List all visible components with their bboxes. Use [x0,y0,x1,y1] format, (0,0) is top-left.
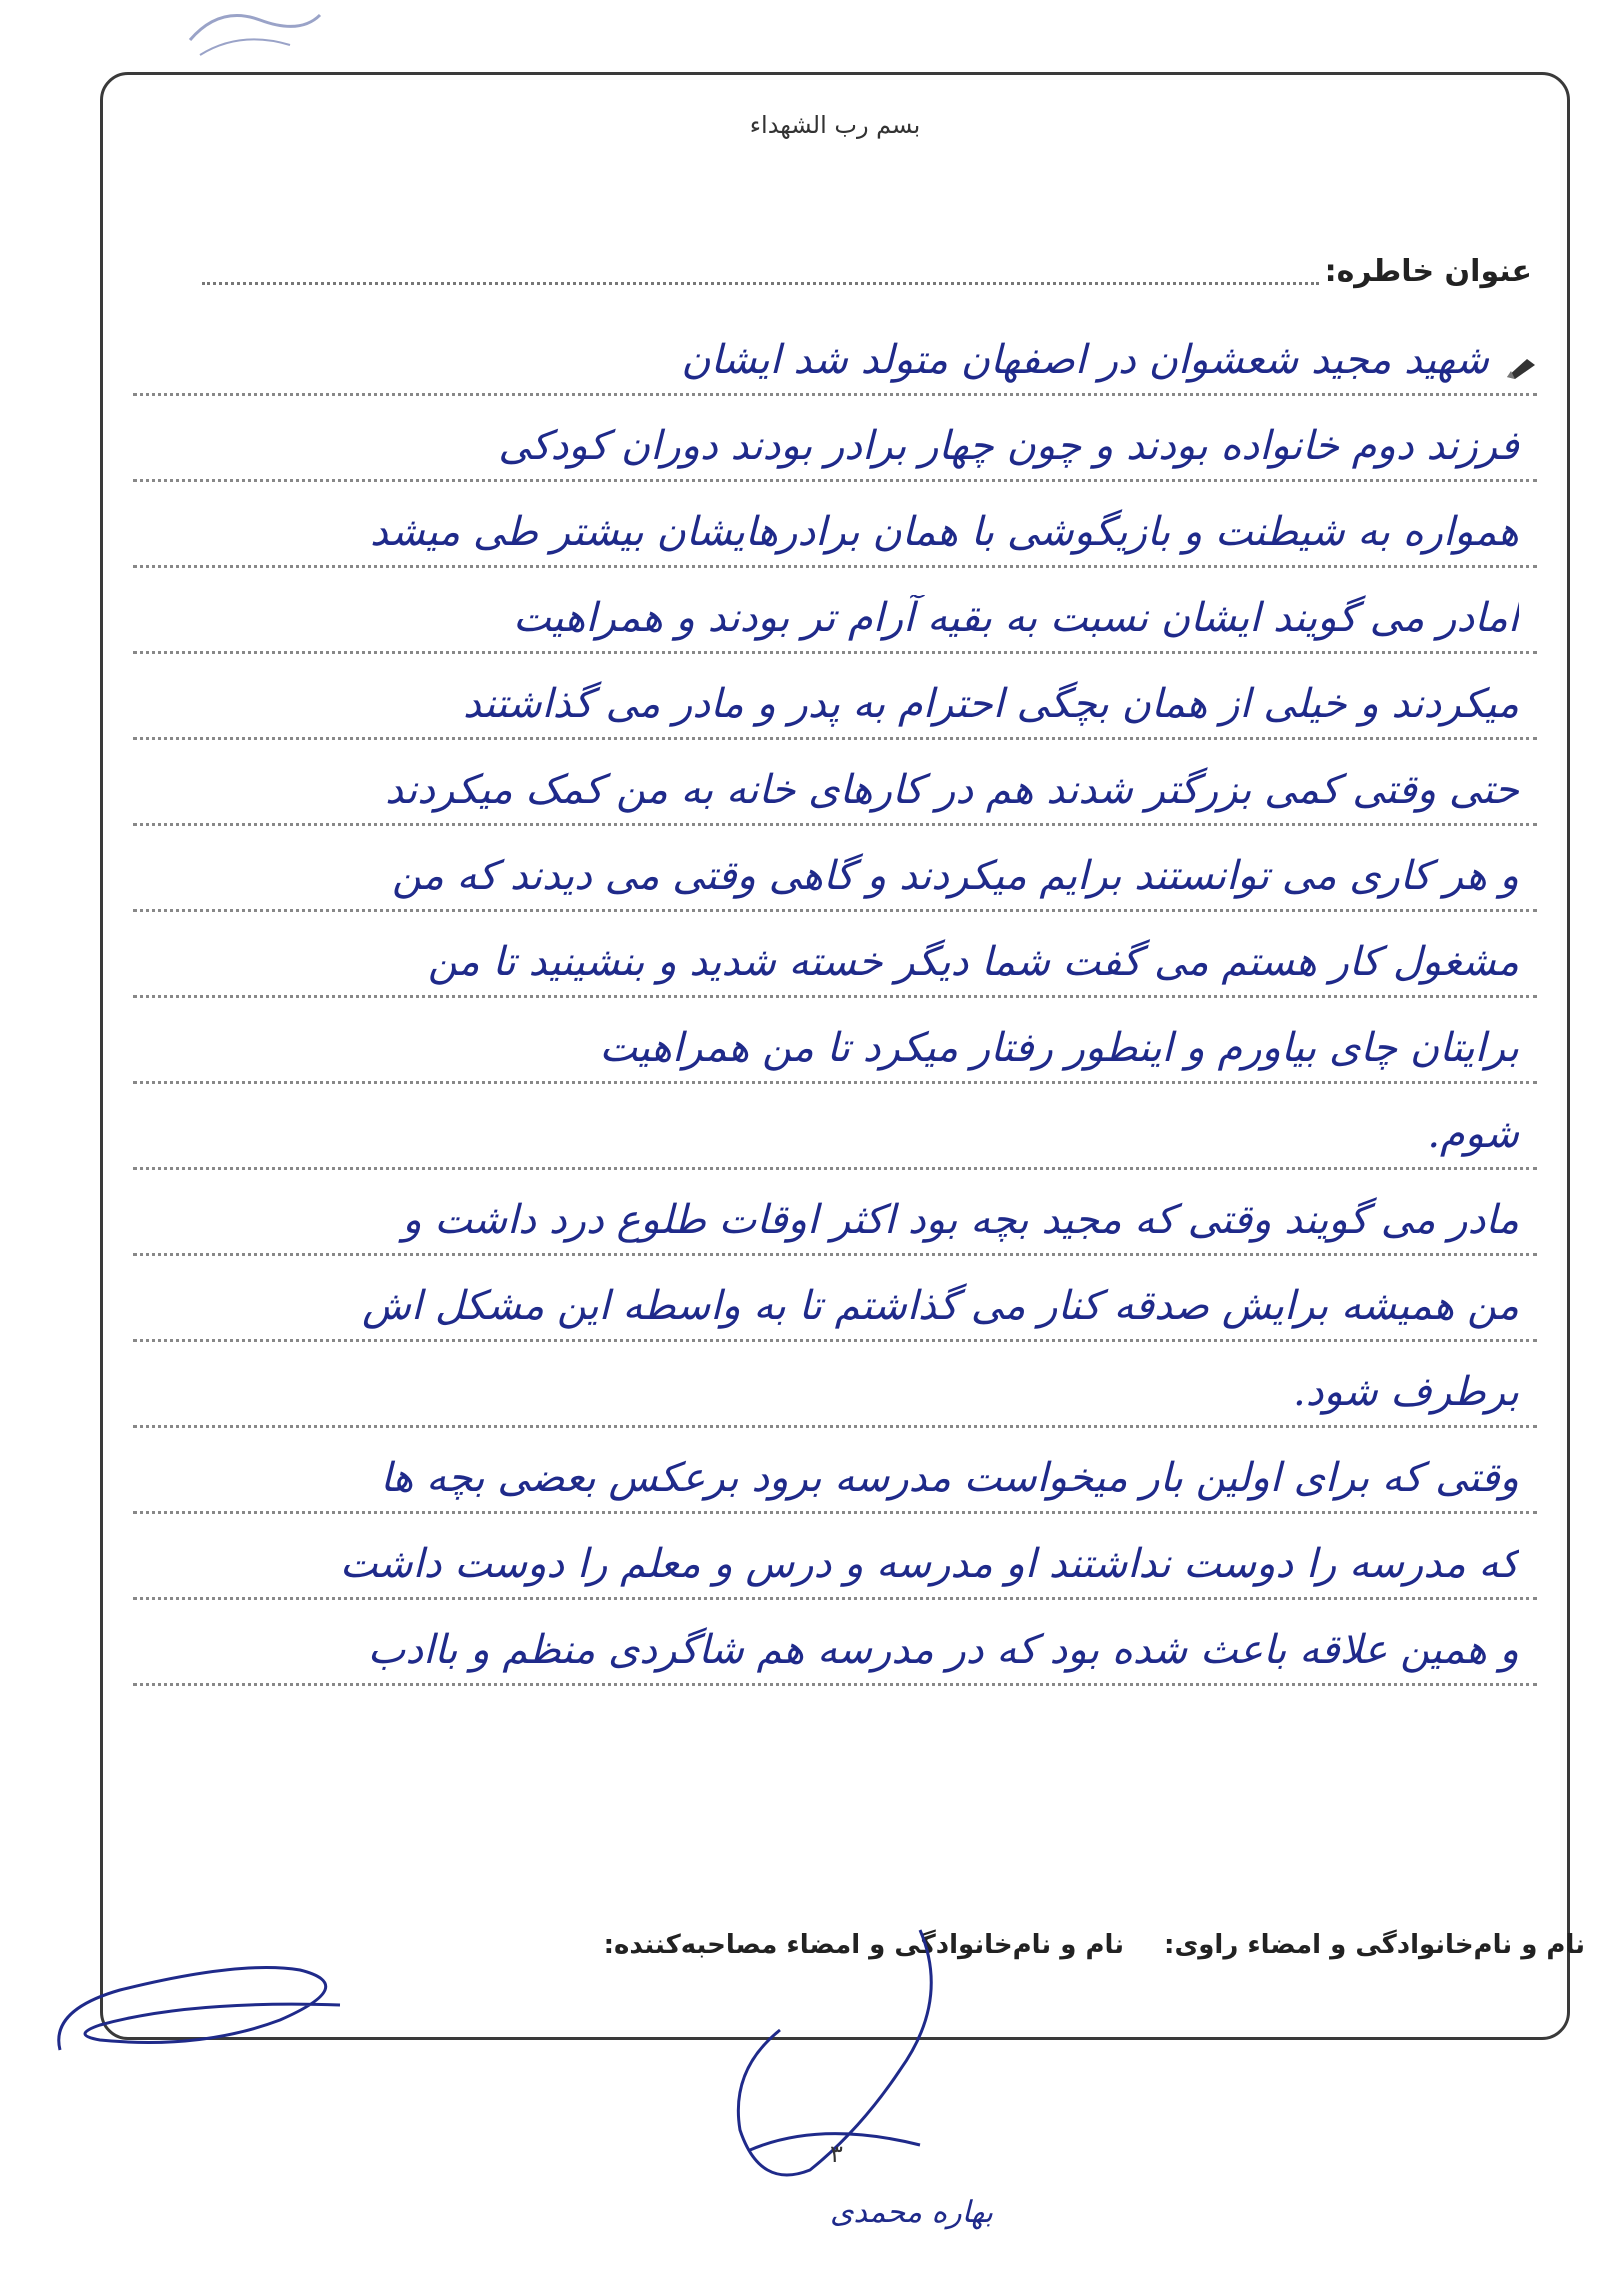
page-number: ۳ [830,2140,843,2168]
text-line [133,1428,1537,1514]
line-text: وقتی که برای اولین بار میخواست مدرسه برود برعکس بعضی بچه ها [380,1455,1519,1501]
line-text: همواره به شیطنت و بازیگوشی با همان برادرهایشان بیشتر طی میشد [369,509,1519,555]
text-line [133,1514,1537,1600]
narrator-signature-label: نام و نام‌خانوادگی و امضاء راوی: [1164,1930,1585,1960]
line-text: امادر می گویند ایشان نسبت به بقیه آرام تر بودند و همراهیت [513,595,1519,641]
page-header: بسم رب الشهداء [749,111,921,139]
line-text: مادر می گویند وقتی که مجید بچه بود اکثر اوقات طلوع درد داشت و [402,1197,1519,1243]
text-line [133,396,1537,482]
line-text: و هر کاری می توانستند برایم میکردند و گاهی وقتی می دیدند که من [392,853,1519,899]
text-line [133,912,1537,998]
line-text: مشغول کار هستم می گفت شما دیگر خسته شدید و بنشینید تا من [427,939,1519,985]
interviewer-signature-label: نام و نام‌خانوادگی و امضاء مصاحبه‌کننده: [603,1930,1125,1960]
text-line [133,740,1537,826]
handwritten-text-area [133,310,1537,1686]
text-line [133,1170,1537,1256]
title-label: عنوان خاطره: [1324,254,1532,289]
pen-icon [1505,355,1539,381]
line-text: من همیشه برایش صدقه کنار می گذاشتم تا به واسطه این مشکل اش [362,1283,1519,1329]
text-line [133,826,1537,912]
memoir-form [100,72,1570,2040]
interviewer-signature [40,1930,370,2110]
line-text: فرزند دوم خانواده بودند و چون چهار برادر بودند دوران کودکی [498,423,1519,469]
text-line [133,1342,1537,1428]
line-text: برطرف شود. [1293,1369,1519,1415]
text-line [133,654,1537,740]
text-line [133,568,1537,654]
line-text: که مدرسه را دوست نداشتند او مدرسه و درس و معلم را دوست داشت [339,1541,1519,1587]
narrator-signature [720,1920,980,2190]
stamp-mark [180,0,330,60]
line-text: میکردند و خیلی از همان بچگی احترام به پدر و مادر می گذاشتند [463,681,1519,727]
text-line [133,1084,1537,1170]
text-line [133,1600,1537,1686]
text-line [133,310,1537,396]
title-field [202,215,1532,295]
text-line [133,482,1537,568]
line-text: شوم. [1427,1111,1519,1157]
signature-name: بهاره محمدی [830,2195,994,2230]
title-dotted-line [202,282,1319,285]
line-text: برایتان چای بیاورم و اینطور رفتار میکرد تا من همراهیت [599,1025,1519,1071]
text-line [133,998,1537,1084]
line-text: شهید مجید شعشوان در اصفهان متولد شد ایشان [681,337,1489,383]
line-text: حتی وقتی کمی بزرگتر شدند هم در کارهای خانه به من کمک میکردند [385,767,1519,813]
line-text: و همین علاقه باعث شده بود که در مدرسه هم شاگردی منظم و باادب [367,1627,1519,1673]
text-line [133,1256,1537,1342]
